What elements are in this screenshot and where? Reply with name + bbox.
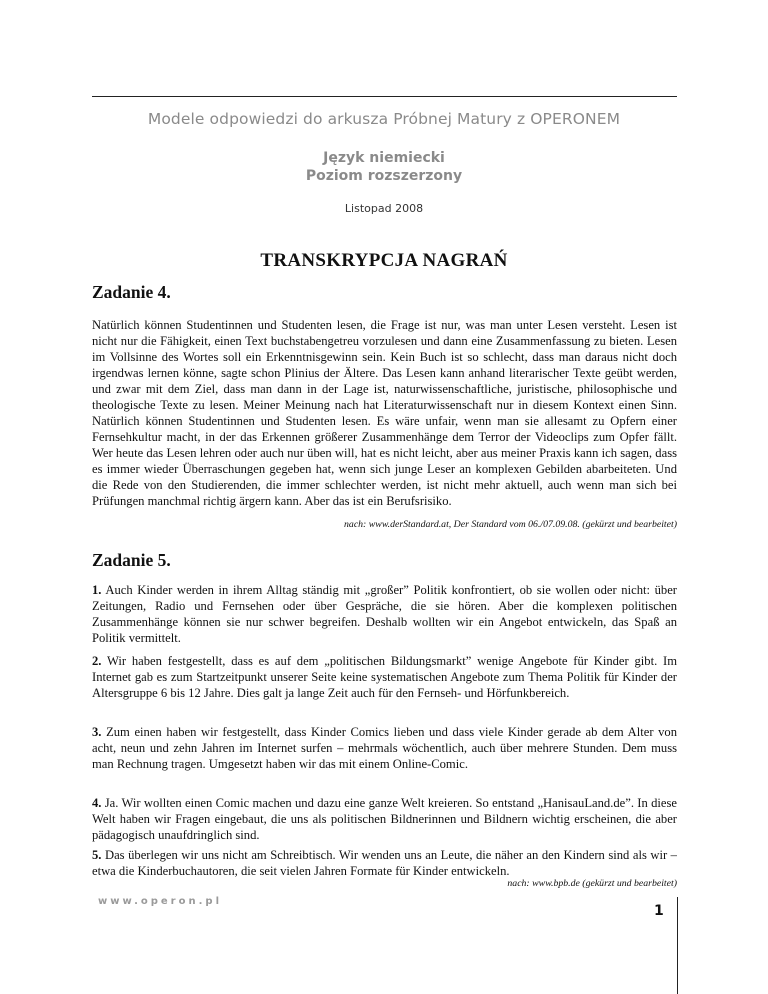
task4-heading: Zadanie 4. (92, 282, 171, 302)
item-number: 1. (92, 583, 102, 597)
subject-title: Język niemiecki (323, 150, 445, 166)
task5-item (92, 582, 677, 646)
task4-source: nach: www.derStandard.at, Der Standard vom 06./07.09.08. (gekürzt und bearbeitet) (344, 519, 677, 530)
exam-date: Listopad 2008 (344, 202, 424, 215)
task5-item (92, 653, 677, 701)
header-title: Modele odpowiedzi do arkusza Próbnej Matury z OPERONEM (147, 110, 621, 128)
task5-heading: Zadanie 5. (92, 550, 171, 570)
item-text: Ja. Wir wollten einen Comic machen und dazu eine ganze Welt kreieren. So entstand „HanisauLand.de”. In diese Welt haben wir Fragen eingebaut, die uns als politischen Bildnerinnen und Bildnern wichtig erscheinen, die aber pädagogisch unaufdringlich sind. (92, 796, 677, 842)
task4-text: Natürlich können Studentinnen und Studenten lesen, die Frage ist nur, was man unter Lesen versteht. Lesen ist nicht nur die Fähigkeit, einen Text buchstabengetreu vorzulesen und dann eine Zusammenfassung zu bieten. Lesen im Vollsinne des Wortes soll ein Erkenntnisgewinn sein. Kein Buch ist so schlecht, dass man daraus nicht doch irgendwas lernen könne, sagte schon Plinius der Ältere. Das Lesen kann anhand literarischer Texte geübt werden, und zwar mit dem Ziel, dass man dann in der Lage ist, naturwissenschaftliche, juristische, philosophische und theologische Texte zu lesen. Meiner Meinung nach hat Literaturwissenschaft nur in diesem Kontext einen Sinn. Natürlich können Studentinnen und Studenten lesen. Es wäre unfair, wenn man sie allesamt zu Opfern einer Fernsehkultur macht, in der das Erkennen größerer Zusammenhänge dem Terror der Videoclips zum Opfer fällt. Wer heute das Lesen lehren oder auch nur üben will, hat es nicht leicht, aber aus meiner Praxis kann ich sagen, dass es immer wieder Überraschungen gegeben hat, wenn sich junge Leser an komplexen Gebilden abarbeiteten. Und die Rede von den Studierenden, die immer schlechter werden, ist nicht mehr aktuell, auch wenn man sich bei Prüfungen manchmal richtig ärgern kann. Aber das ist ein Berufsrisiko. (92, 318, 677, 508)
header-rule (92, 96, 677, 97)
item-number: 2. (92, 654, 102, 668)
level-title: Poziom rozszerzony (305, 168, 463, 184)
task5-item (92, 795, 677, 843)
item-number: 3. (92, 725, 102, 739)
page-edge-rule (677, 897, 678, 994)
page-number: 1 (654, 903, 664, 919)
item-text: Das überlegen wir uns nicht am Schreibtisch. Wir wenden uns an Leute, die näher an den Kindern sind als wir – etwa die Kinderbuchautoren, die seit vielen Jahren Formate für Kinder entwickeln. (92, 848, 677, 878)
task5-item (92, 724, 677, 772)
task5-source: nach: www.bpb.de (gekürzt und bearbeitet) (507, 878, 677, 889)
item-number: 4. (92, 796, 102, 810)
item-text: Auch Kinder werden in ihrem Alltag ständig mit „großer” Politik konfrontiert, ob sie wollen oder nicht: über Zeitungen, Radio und Fernsehen oder über Gespräche, die sie hören. Aber die komplexen politischen Zusammenhänge können sie nur schwer begreifen. Deshalb wollten wir ein Angebot entwickeln, das Spaß an Politik vermittelt. (92, 583, 677, 645)
item-text: Wir haben festgestellt, dass es auf dem „politischen Bildungsmarkt” wenige Angebote für Kinder gibt. Im Internet gab es zum Startzeitpunkt unserer Seite keine systematischen Angebote zum Thema Politik für Kinder der Altersgruppe 6 bis 12 Jahre. Dies galt ja lange Zeit auch für den Fernseh- und Hörfunkbereich. (92, 654, 678, 700)
task5-item (92, 847, 677, 879)
footer-url: www.operon.pl (98, 896, 222, 907)
document-title: TRANSKRYPCJA NAGRAŃ (260, 250, 508, 271)
item-number: 5. (92, 848, 102, 862)
item-text: Zum einen haben wir festgestellt, dass Kinder Comics lieben und dass viele Kinder gerade ab dem Alter von acht, neun und zehn Jahren im Internet surfen – mehrmals wöchentlich, auch über mehrere Stunden. Dem muss man Rechnung tragen. Umgesetzt haben wir das mit einem Online-Comic. (92, 725, 677, 771)
